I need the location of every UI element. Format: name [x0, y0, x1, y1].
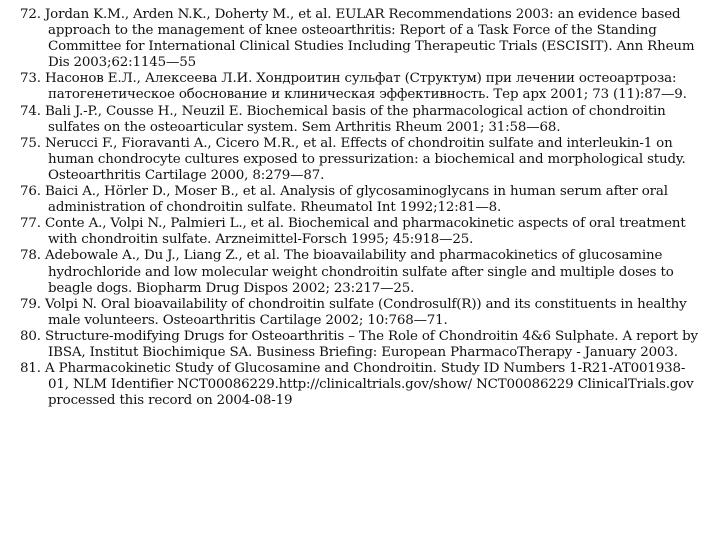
- reference-text: Bali J.-P., Cousse H., Neuzil E. Biochemical basis of the pharmacological action of chondroitin sulfates on the osteoarticular system. Sem Arthritis Rheum 2001; 31:58—68.: [44, 103, 666, 135]
- reference-item: 73. Насонов Е.Л., Алексеева Л.И. Хондроитин сульфат (Структум) при лечении остеоартроза: патогенетическое обоснование и клиническая эффективность. Тер арх 2001; 73 (11):87—9.: [20, 71, 687, 103]
- reference-text: Nerucci F., Fioravanti A., Cicero M.R., et al. Effects of chondroitin sulfate and interleukin-1 on human chondrocyte cultures exposed to pressurization: a biochemical and morphological study. Osteoarthritis Cartilage 2000, 8:279—87.: [44, 135, 686, 183]
- reference-item: 80. Structure-modifying Drugs for Osteoarthritis – The Role of Chondroitin 4&6 Sulphate. A report by IBSA, Institut Biochimique SA. Business Briefing: European PharmacoTherapy - January 2003.: [20, 328, 698, 360]
- reference-list: [20, 7, 704, 409]
- reference-text: Adebowale A., Du J., Liang Z., et al. The bioavailability and pharmacokinetics of glucosamine hydrochloride and low molecular weight chondroitin sulfate after single and multiple doses to beagle dogs. Biopharm Drug Dispos 2002; 23:217—25.: [44, 248, 674, 296]
- reference-number: 75: [20, 135, 37, 151]
- reference-text: Насонов Е.Л., Алексеева Л.И. Хондроитин сульфат (Структум) при лечении остеоартроза: патогенетическое обоснование и клиническая эффективность. Тер арх 2001; 73 (11):87—9.: [44, 71, 687, 103]
- reference-item: 72. Jordan K.M., Arden N.K., Doherty M., et al. EULAR Recommendations 2003: an evidence based approach to the management of knee osteoarthritis: Report of a Task Force of the Standing Committee for International Clinical Studies Including Therapeutic Trials (ESCISIT). Ann Rheum Dis 2003;62:1145—55: [20, 7, 695, 71]
- reference-text: Volpi N. Oral bioavailability of chondroitin sulfate (Condrosulf(R)) and its constituents in healthy male volunteers. Osteoarthritis Cartilage 2002; 10:768—71.: [44, 296, 687, 328]
- reference-number: 81: [20, 361, 37, 377]
- reference-number: 78: [20, 248, 37, 264]
- reference-item: 77. Conte A., Volpi N., Palmieri L., et al. Biochemical and pharmacokinetic aspects of oral treatment with chondroitin sulfate. Arzneimittel-Forsch 1995; 45:918—25.: [20, 216, 686, 248]
- reference-number: 73: [20, 71, 37, 87]
- reference-text: Baici A., Hörler D., Moser B., et al. Analysis of glycosaminoglycans in human serum after oral administration of chondroitin sulfate. Rheumatol Int 1992;12:81—8.: [44, 184, 668, 216]
- reference-item: 78. Adebowale A., Du J., Liang Z., et al. The bioavailability and pharmacokinetics of glucosamine hydrochloride and low molecular weight chondroitin sulfate after single and multiple doses to beagle dogs. Biopharm Drug Dispos 2002; 23:217—25.: [20, 248, 674, 296]
- reference-number: 79: [20, 296, 37, 312]
- reference-number: 77: [20, 216, 37, 232]
- reference-text: Conte A., Volpi N., Palmieri L., et al. Biochemical and pharmacokinetic aspects of oral treatment with chondroitin sulfate. Arzneimittel-Forsch 1995; 45:918—25.: [44, 216, 686, 248]
- reference-number: 76: [20, 184, 37, 200]
- reference-item: 81. A Pharmacokinetic Study of Glucosamine and Chondroitin. Study ID Numbers 1-R21-AT001938-01, NLM Identifier NCT00086229.http://clinicaltrials.gov/show/ NCT00086229 ClinicalTrials.gov processed this record on 2004-08-19: [20, 361, 694, 409]
- reference-item: 79. Volpi N. Oral bioavailability of chondroitin sulfate (Condrosulf(R)) and its constituents in healthy male volunteers. Osteoarthritis Cartilage 2002; 10:768—71.: [20, 296, 687, 328]
- reference-number: 74: [20, 103, 37, 119]
- reference-text: Jordan K.M., Arden N.K., Doherty M., et al. EULAR Recommendations 2003: an evidence based approach to the management of knee osteoarthritis: Report of a Task Force of the Standing Committee for International Clinical Studies Including Therapeutic Trials (ESCISIT). Ann Rheum Dis 2003;62:1145—55: [44, 7, 695, 71]
- reference-number: 80: [20, 328, 37, 344]
- reference-text: A Pharmacokinetic Study of Glucosamine and Chondroitin. Study ID Numbers 1-R21-AT001938-01, NLM Identifier NCT00086229.http://clinicaltrials.gov/show/ NCT00086229 ClinicalTrials.gov processed this record on 2004-08-19: [44, 361, 694, 409]
- reference-item: 76. Baici A., Hörler D., Moser B., et al. Analysis of glycosaminoglycans in human serum after oral administration of chondroitin sulfate. Rheumatol Int 1992;12:81—8.: [20, 184, 668, 216]
- reference-number: 72: [20, 7, 37, 22]
- reference-item: 74. Bali J.-P., Cousse H., Neuzil E. Biochemical basis of the pharmacological action of chondroitin sulfates on the osteoarticular system. Sem Arthritis Rheum 2001; 31:58—68.: [20, 103, 666, 135]
- reference-text: Structure-modifying Drugs for Osteoarthritis – The Role of Chondroitin 4&6 Sulphate. A report by IBSA, Institut Biochimique SA. Business Briefing: European PharmacoTherapy - January 2003.: [44, 328, 698, 360]
- reference-item: 75. Nerucci F., Fioravanti A., Cicero M.R., et al. Effects of chondroitin sulfate and interleukin-1 on human chondrocyte cultures exposed to pressurization: a biochemical and morphological study. Osteoarthritis Cartilage 2000, 8:279—87.: [20, 135, 686, 183]
